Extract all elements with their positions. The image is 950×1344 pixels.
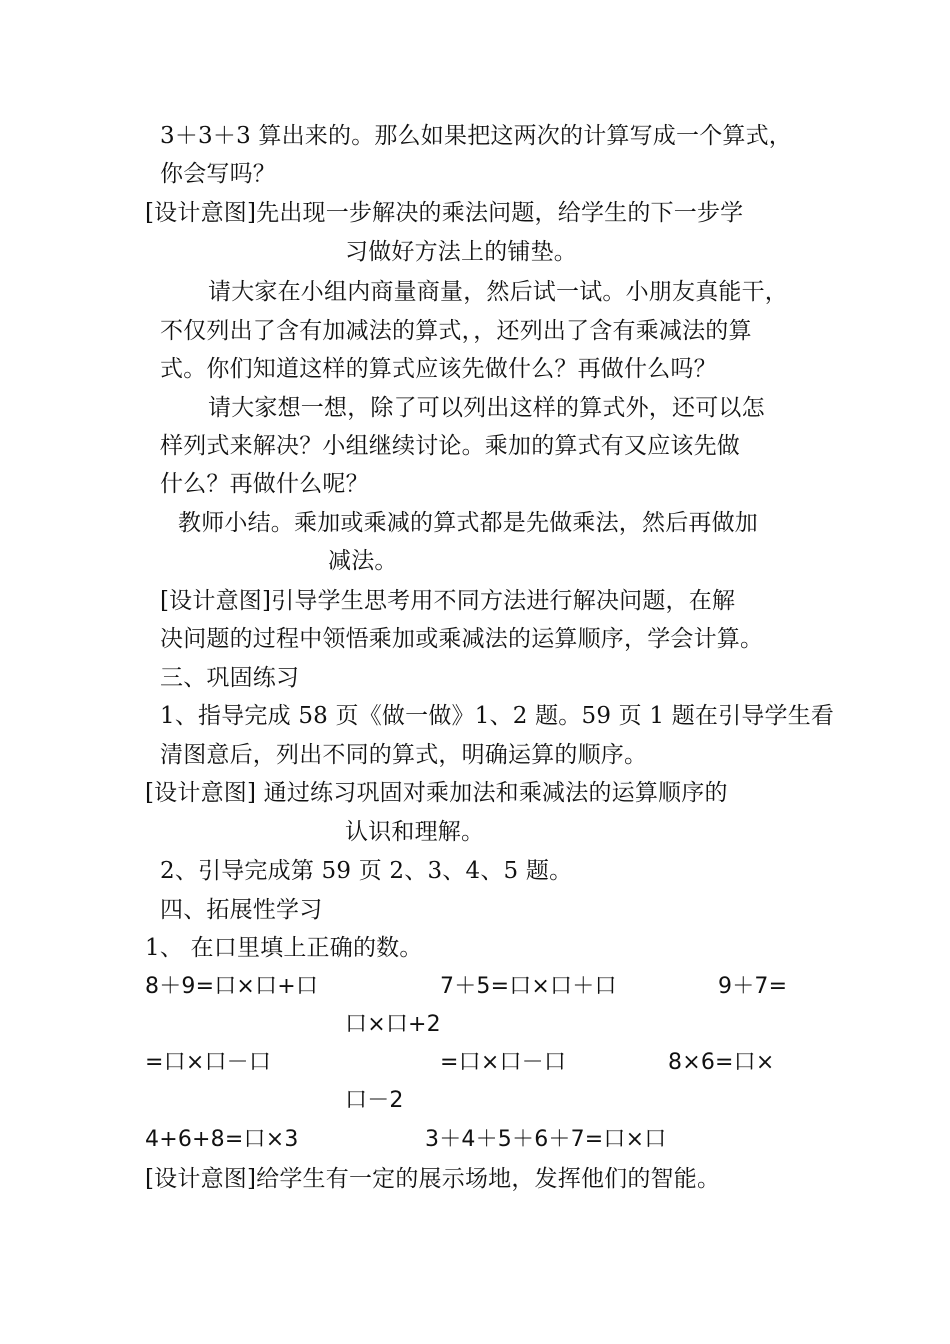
- exercise-item: 3＋4＋5＋6＋7=口×口: [425, 1127, 667, 1152]
- exercise-item: 4+6+8=口×3: [145, 1127, 299, 1152]
- exercise-item: 8×6=口×: [668, 1050, 775, 1075]
- design-intent-note: [设计意图]引导学生思考用不同方法进行解决问题，在解: [160, 588, 736, 614]
- text-line: 3＋3＋3 算出来的。那么如果把这两次的计算写成一个算式，: [160, 123, 793, 149]
- text-line: 决问题的过程中领悟乘加或乘减法的运算顺序，学会计算。: [160, 626, 764, 652]
- text-line: 习做好方法上的铺垫。: [345, 239, 577, 265]
- paragraph-start: 请大家想一想，除了可以列出这样的算式外，还可以怎: [208, 395, 765, 421]
- exercise-item: 口－2: [345, 1088, 404, 1113]
- text-line: 1、指导完成 58 页《做一做》1、2 题。59 页 1 题在引导学生看: [160, 703, 835, 729]
- design-intent-note: [设计意图] 通过练习巩固对乘加法和乘减法的运算顺序的: [145, 780, 728, 806]
- text-line: 什么？再做什么呢？: [160, 471, 369, 497]
- section-heading: 四、拓展性学习: [160, 897, 323, 923]
- design-intent-note: [设计意图]给学生有一定的展示场地，发挥他们的智能。: [145, 1166, 721, 1192]
- paragraph-start: 请大家在小组内商量商量，然后试一试。小朋友真能干，: [208, 279, 788, 305]
- design-intent-note: [设计意图]先出现一步解决的乘法问题，给学生的下一步学: [145, 200, 744, 226]
- text-line: 清图意后，列出不同的算式，明确运算的顺序。: [160, 742, 648, 768]
- exercise-item: =口×口－口: [440, 1050, 567, 1075]
- text-line: 你会写吗？: [160, 161, 276, 187]
- text-line: 减法。: [328, 548, 398, 574]
- section-heading: 三、巩固练习: [160, 665, 300, 691]
- exercise-item: 8＋9=口×口+口: [145, 974, 319, 999]
- text-line: 式。你们知道这样的算式应该先做什么？再做什么吗？: [160, 356, 717, 382]
- exercise-item: 口×口+2: [345, 1012, 441, 1037]
- teacher-summary: 教师小结。乘加或乘减的算式都是先做乘法，然后再做加: [178, 510, 758, 536]
- exercise-item: 9＋7=: [718, 974, 788, 999]
- text-line: 不仅列出了含有加减法的算式，，还列出了含有乘减法的算: [160, 318, 752, 344]
- exercise-item: 7＋5=口×口＋口: [440, 974, 617, 999]
- text-line: 样列式来解决？小组继续讨论。乘加的算式有又应该先做: [160, 433, 740, 459]
- text-line: 认识和理解。: [345, 819, 485, 845]
- exercise-instruction: 1、 在口里填上正确的数。: [145, 935, 423, 961]
- text-line: 2、引导完成第 59 页 2、3、4、5 题。: [160, 858, 573, 884]
- exercise-item: =口×口－口: [145, 1050, 272, 1075]
